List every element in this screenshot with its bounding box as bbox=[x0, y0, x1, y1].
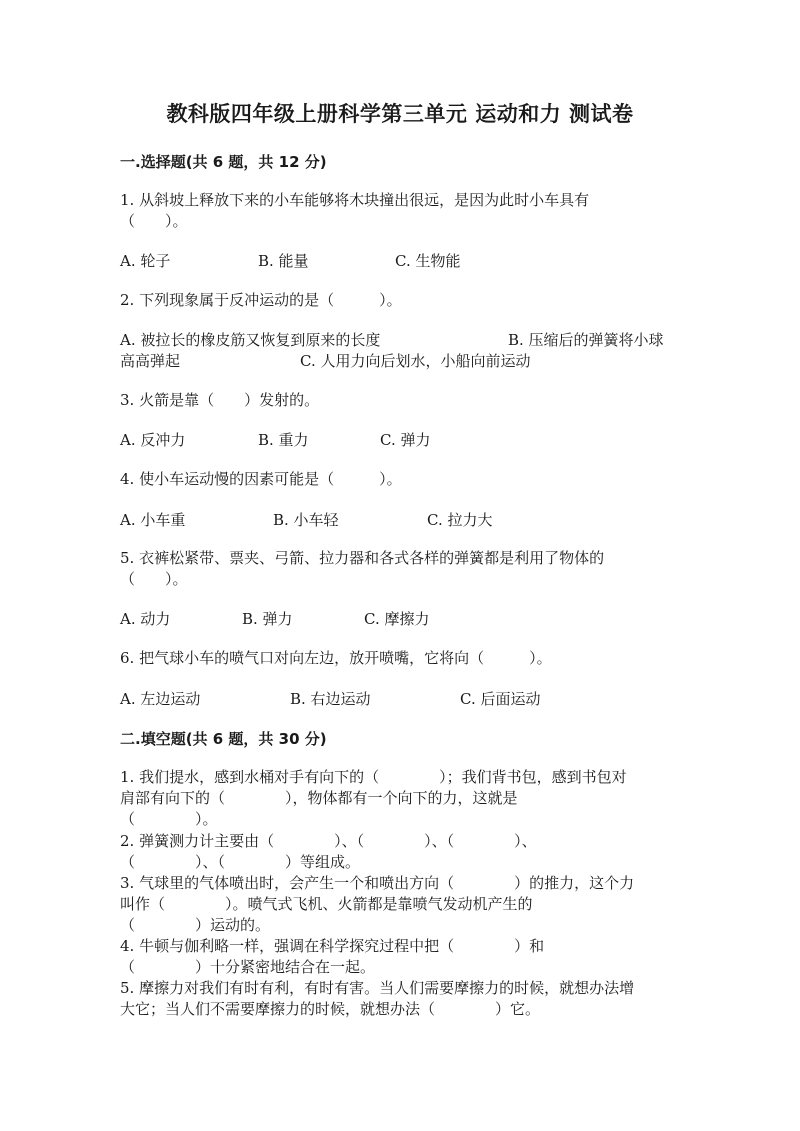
question-5-option-c: C. 摩擦力 bbox=[364, 610, 430, 628]
question-5-option-a: A. 动力 bbox=[120, 610, 171, 628]
fill-line-4: 2. 弹簧测力计主要由（ ）、（ ）、（ ）、 bbox=[120, 832, 537, 850]
fill-line-10: （ ）十分紧密地结合在一起。 bbox=[120, 958, 376, 976]
question-2-option-b-cont: 高高弹起 bbox=[120, 352, 181, 370]
fill-line-1: 1. 我们提水，感到水桶对手有向下的（ ）；我们背书包，感到书包对 bbox=[120, 768, 627, 786]
question-5-line-1: 5. 衣裤松紧带、票夹、弓箭、拉力器和各式各样的弹簧都是利用了物体的 bbox=[120, 549, 605, 567]
question-3-option-b: B. 重力 bbox=[258, 431, 309, 449]
question-2-option-a: A. 被拉长的橡皮筋又恢复到原来的长度 bbox=[120, 331, 381, 349]
question-4-line-1: 4. 使小车运动慢的因素可能是（ ）。 bbox=[120, 470, 402, 488]
question-4-option-c: C. 拉力大 bbox=[427, 511, 493, 529]
question-4-option-a: A. 小车重 bbox=[120, 511, 186, 529]
question-1-option-b: B. 能量 bbox=[258, 252, 309, 270]
question-6-line-1: 6. 把气球小车的喷气口对向左边，放开喷嘴，它将向（ ）。 bbox=[120, 649, 552, 667]
question-4-option-b: B. 小车轻 bbox=[273, 511, 339, 529]
fill-line-5: （ ）、（ ）等组成。 bbox=[120, 853, 361, 871]
fill-line-7: 叫作（ ）。喷气式飞机、火箭都是靠喷气发动机产生的 bbox=[120, 895, 533, 913]
question-1-option-a: A. 轮子 bbox=[120, 252, 171, 270]
question-6-option-c: C. 后面运动 bbox=[460, 690, 541, 708]
question-1-line-1: 1. 从斜坡上释放下来的小车能够将木块撞出很远，是因为此时小车具有 bbox=[120, 191, 590, 209]
question-3-option-c: C. 弹力 bbox=[380, 431, 431, 449]
question-3-option-a: A. 反冲力 bbox=[120, 431, 186, 449]
fill-line-8: （ ）运动的。 bbox=[120, 916, 271, 934]
question-6-option-b: B. 右边运动 bbox=[290, 690, 371, 708]
question-1-option-c: C. 生物能 bbox=[395, 252, 461, 270]
question-2-option-c: C. 人用力向后划水，小船向前运动 bbox=[300, 352, 531, 370]
fill-line-2: 肩部有向下的（ ），物体都有一个向下的力，这就是 bbox=[120, 789, 518, 807]
section-heading-choice: 一.选择题(共 6 题，共 12 分) bbox=[120, 153, 327, 171]
fill-line-11: 5. 摩擦力对我们有时有利，有时有害。当人们需要摩擦力的时候，就想办法增 bbox=[120, 979, 635, 997]
section-heading-fill-blank: 二.填空题(共 6 题，共 30 分) bbox=[120, 730, 327, 748]
question-2-line-1: 2. 下列现象属于反冲运动的是（ ）。 bbox=[120, 291, 402, 309]
question-6-option-a: A. 左边运动 bbox=[120, 690, 201, 708]
fill-line-6: 3. 气球里的气体喷出时，会产生一个和喷出方向（ ）的推力，这个力 bbox=[120, 874, 635, 892]
fill-line-3: （ ）。 bbox=[120, 810, 218, 828]
fill-line-9: 4. 牛顿与伽利略一样，强调在科学探究过程中把（ ）和 bbox=[120, 937, 545, 955]
question-5-option-b: B. 弹力 bbox=[242, 610, 293, 628]
question-2-option-b: B. 压缩后的弹簧将小球 bbox=[508, 331, 664, 349]
fill-line-12: 大它；当人们不需要摩擦力的时候，就想办法（ ）它。 bbox=[120, 1000, 541, 1018]
question-1-line-2: （ ）。 bbox=[120, 212, 188, 230]
question-5-line-2: （ ）。 bbox=[120, 570, 188, 588]
question-3-line-1: 3. 火箭是靠（ ）发射的。 bbox=[120, 391, 320, 409]
page-title: 教科版四年级上册科学第三单元 运动和力 测试卷 bbox=[166, 102, 634, 126]
